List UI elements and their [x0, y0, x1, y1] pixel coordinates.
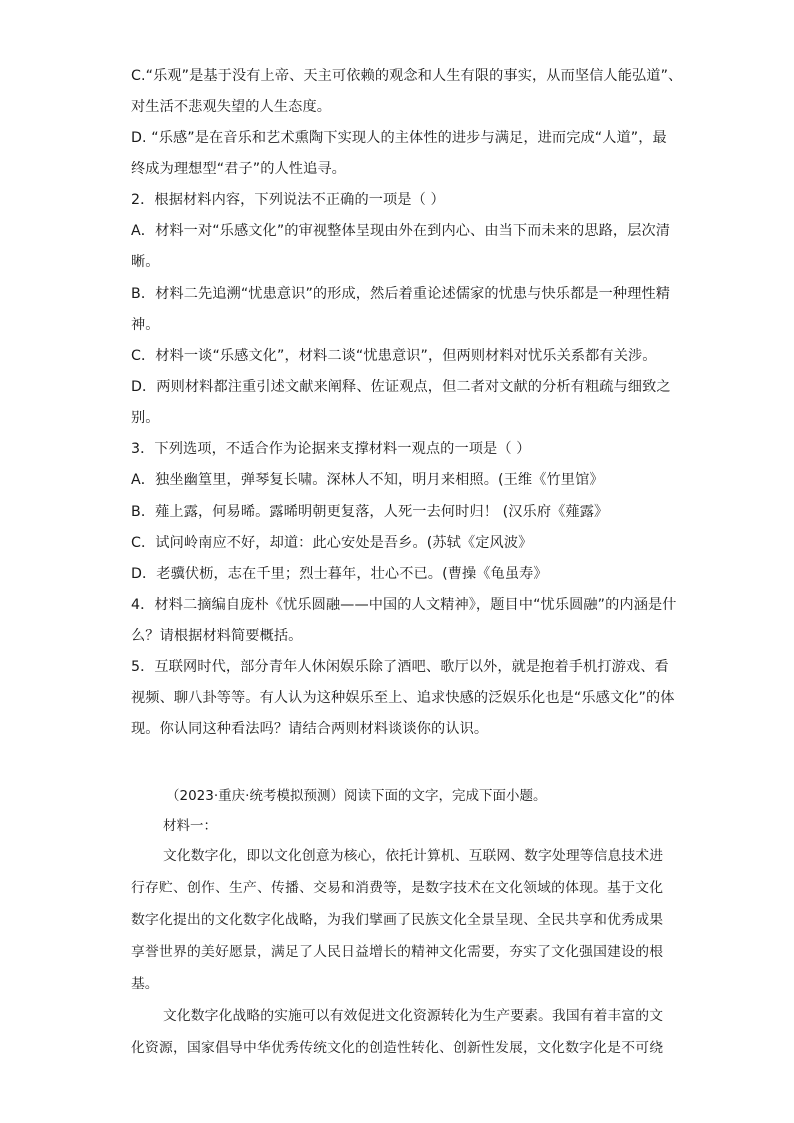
question-3-stem: 3．下列选项，不适合作为论据来支撑材料一观点的一项是（ ） [131, 441, 531, 457]
option-d-line-1: D. “乐感”是在音乐和艺术熏陶下实现人的主体性的进步与满足，进而完成“人道”，最 [131, 130, 667, 146]
q2-option-d-line-1: D．两则材料都注重引述文献来阐释、佐证观点，但二者对文献的分析有粗疏与细致之 [131, 379, 671, 395]
q2-option-c: C．材料一谈“乐感文化”，材料二谈“忧患意识”，但两则材料对忧乐关系都有关涉。 [131, 348, 657, 364]
question-4-line-2: 么？请根据材料简要概括。 [131, 628, 303, 644]
q3-option-b: B．薤上露，何易晞。露晞明朝更复落，人死一去何时归！ (汉乐府《薤露》 [131, 504, 609, 520]
q3-option-a: A．独坐幽篁里，弹琴复长啸。深林人不知，明月来相照。(王维《竹里馆》 [131, 472, 604, 488]
paragraph-2-line-1: 文化数字化战略的实施可以有效促进文化资源转化为生产要素。我国有着丰富的文 [163, 1008, 663, 1024]
q2-option-a-line-1: A．材料一对“乐感文化”的审视整体呈现由外在到内心、由当下而未来的思路，层次清 [131, 223, 671, 239]
question-5-line-1: 5．互联网时代，部分青年人休闲娱乐除了酒吧、歌厅以外，就是抱着手机打游戏、看 [131, 659, 669, 675]
option-d-line-2: 终成为理想型“君子”的人性追寻。 [131, 161, 346, 177]
paragraph-2-line-2: 化资源，国家倡导中华优秀传统文化的创造性转化、创新性发展，文化数字化是不可绕 [131, 1040, 663, 1056]
paragraph-1-line-2: 行存贮、创作、生产、传播、交易和消费等，是数字技术在文化领域的体现。基于文化 [131, 880, 663, 896]
paragraph-1-line-4: 享誉世界的美好愿景，满足了人民日益增长的精神文化需要，夯实了文化强国建设的根 [131, 944, 663, 960]
passage-header: （2023·重庆·统考模拟预测）阅读下面的文字，完成下面小题。 [166, 788, 547, 804]
option-c-line-1: C.“乐观”是基于没有上帝、天主可依赖的观念和人生有限的事实，从而坚信人能弘道”、 [131, 68, 683, 84]
q2-option-b-line-2: 神。 [131, 317, 160, 333]
question-5-line-2: 视频、聊八卦等等。有人认为这种娱乐至上、追求快感的泛娱乐化也是“乐感文化”的体 [131, 690, 675, 706]
q2-option-b-line-1: B．材料二先追溯“忧患意识”的形成，然后着重论述儒家的忧患与快乐都是一种理性精 [131, 286, 671, 302]
paragraph-1-line-5: 基。 [131, 976, 159, 992]
q3-option-d: D．老骥伏枥，志在千里；烈士暮年，壮心不已。(曹操《龟虽寿》 [131, 566, 548, 582]
paragraph-1-line-3: 数字化提出的文化数字化战略，为我们擘画了民族文化全景呈现、全民共享和优秀成果 [131, 912, 663, 928]
material-one-label: 材料一： [163, 818, 217, 834]
q2-option-d-line-2: 别。 [131, 410, 160, 426]
option-c-line-2: 对生活不悲观失望的人生态度。 [131, 99, 332, 115]
question-5-line-3: 现。你认同这种看法吗？请结合两则材料谈谈你的认识。 [131, 721, 489, 737]
q2-option-a-line-2: 晰。 [131, 254, 160, 270]
question-2-stem: 2．根据材料内容，下列说法不正确的一项是（ ） [131, 192, 445, 208]
paragraph-1-line-1: 文化数字化，即以文化创意为核心，依托计算机、互联网、数字处理等信息技术进 [163, 848, 663, 864]
question-4-line-1: 4．材料二摘编自庞朴《忧乐圆融——中国的人文精神》，题目中“忧乐圆融”的内涵是什 [131, 597, 677, 613]
q3-option-c: C．试问岭南应不好，却道：此心安处是吾乡。(苏轼《定风波》 [131, 535, 533, 551]
